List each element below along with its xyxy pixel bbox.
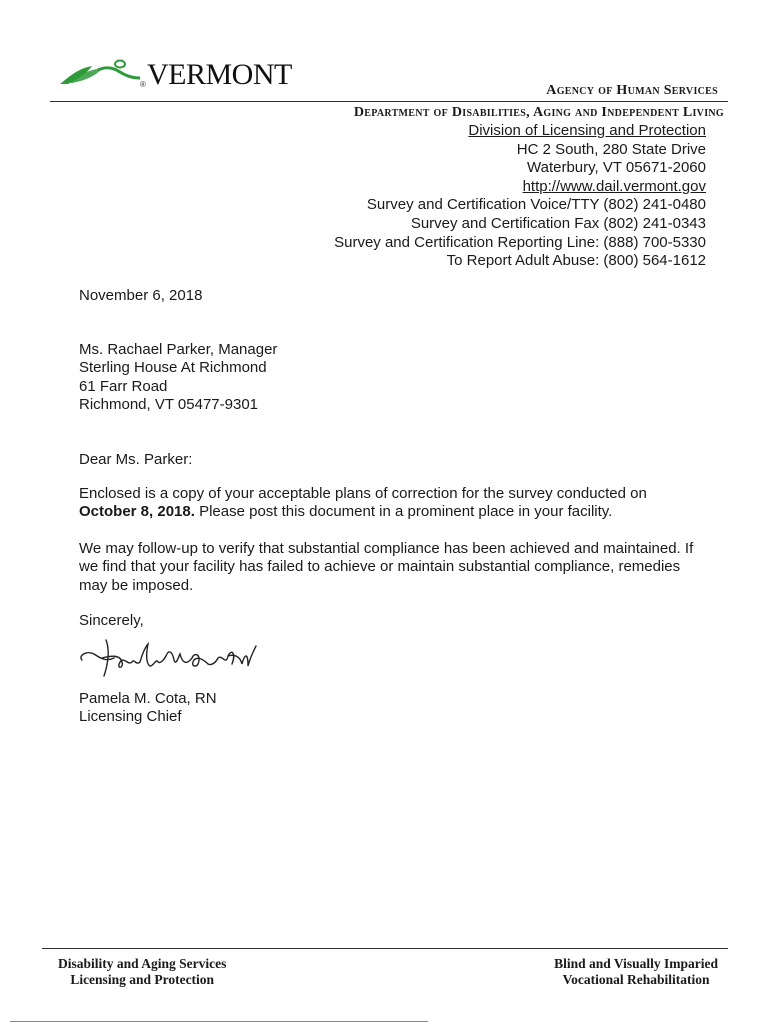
- paragraph-2: [79, 540, 693, 595]
- paragraph-1-line-1: Enclosed is a copy of your acceptable plans of correction for the survey conducted on: [79, 485, 647, 502]
- signature-image: [76, 636, 261, 686]
- salutation: Dear Ms. Parker:: [79, 451, 193, 468]
- closing: Sincerely,: [79, 612, 144, 629]
- fax-line: Survey and Certification Fax (802) 241-0343: [410, 214, 706, 232]
- department-name: Department of Disabilities, Aging and Independent Living: [353, 105, 724, 120]
- recipient-city: Richmond, VT 05477-9301: [79, 396, 259, 414]
- voice-tty-line: Survey and Certification Voice/TTY (802) 241-0480: [366, 196, 706, 214]
- survey-date: October 8, 2018.: [79, 503, 195, 521]
- logo-wordmark: VERMONT: [147, 58, 292, 91]
- paragraph-1-line-2-rest: Please post this document in a prominent place in your facility.: [194, 503, 613, 521]
- signer-block: [79, 690, 217, 727]
- signer-title: Licensing Chief: [79, 708, 182, 726]
- footer-right-line-2: Vocational Rehabilitation: [562, 972, 710, 987]
- footer-divider: [42, 948, 728, 949]
- recipient-facility: Sterling House At Richmond: [79, 359, 267, 377]
- letter-date: November 6, 2018: [79, 287, 203, 304]
- header-divider: [50, 101, 728, 102]
- paragraph-1: [79, 485, 647, 522]
- footer-left: [58, 956, 226, 988]
- recipient-block: [79, 341, 277, 415]
- paragraph-2-line-2: we find that your facility has failed to achieve or maintain substantial compliance, remedies: [79, 558, 681, 576]
- agency-name: Agency of Human Services: [546, 83, 718, 98]
- reporting-line: Survey and Certification Reporting Line: (888) 700-5330: [334, 233, 706, 251]
- recipient-street: 61 Farr Road: [79, 377, 168, 395]
- mountain-logo-icon: [58, 56, 148, 96]
- footer-left-line-1: Disability and Aging Services: [58, 956, 227, 971]
- paragraph-1-line-2: [79, 503, 647, 521]
- footer-right: [554, 956, 718, 988]
- division-name: Division of Licensing and Protection: [468, 122, 706, 139]
- recipient-name: Ms. Rachael Parker, Manager: [79, 341, 278, 358]
- adult-abuse-line: To Report Adult Abuse: (800) 564-1612: [446, 252, 706, 270]
- registered-mark: ®: [140, 80, 146, 89]
- paragraph-2-line-3: may be imposed.: [79, 576, 194, 594]
- paragraph-2-line-1: We may follow-up to verify that substantial compliance has been achieved and maintained. If: [79, 540, 694, 557]
- address-block: [334, 122, 706, 271]
- scan-edge-line: [10, 1021, 428, 1022]
- handwritten-signature: [76, 636, 261, 686]
- footer-right-line-1: Blind and Visually Imparied: [554, 956, 718, 971]
- city-state-zip: Waterbury, VT 05671-2060: [527, 159, 706, 177]
- website-link[interactable]: http://www.dail.vermont.gov: [522, 177, 706, 195]
- street-address: HC 2 South, 280 State Drive: [516, 140, 706, 158]
- signer-name: Pamela M. Cota, RN: [79, 690, 217, 707]
- footer-left-line-2: Licensing and Protection: [70, 972, 215, 987]
- vermont-logo: [58, 56, 293, 96]
